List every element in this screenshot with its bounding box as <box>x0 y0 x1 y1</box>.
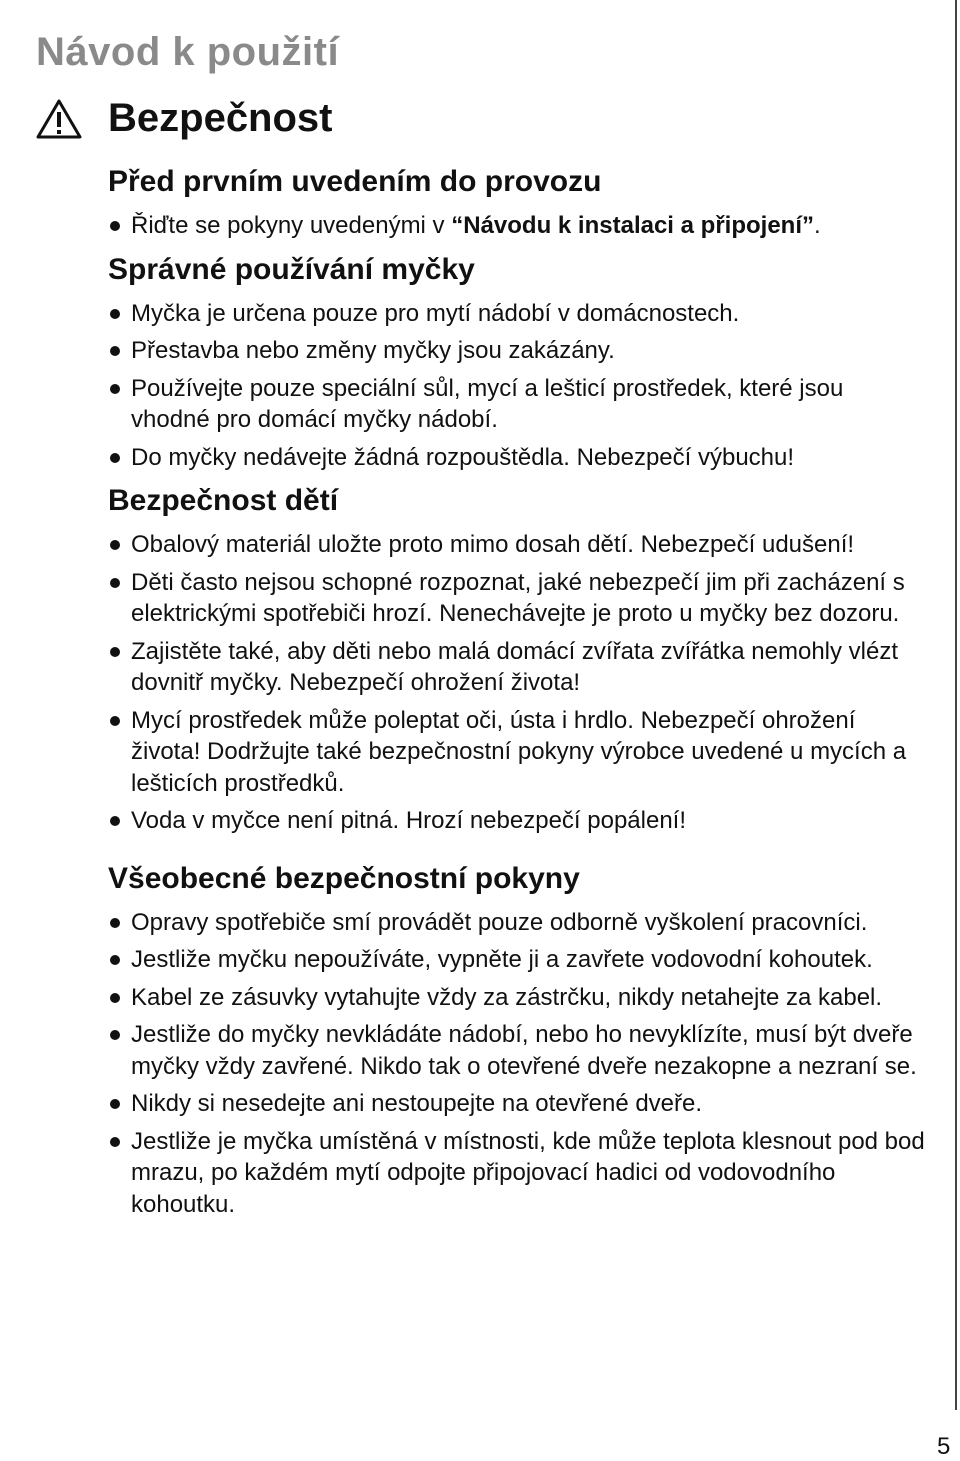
bullet-icon <box>110 384 120 394</box>
item-list <box>108 529 928 837</box>
section-title: Bezpečnost dětí <box>108 484 339 517</box>
warning-triangle-icon <box>36 99 82 139</box>
bullet-icon <box>110 1030 120 1040</box>
section-title: Před prvním uvedením do provozu <box>108 165 602 198</box>
item-list <box>108 210 928 242</box>
section-title: Všeobecné bezpečnostní pokyny <box>108 861 580 895</box>
safety-title: Bezpečnost <box>108 96 333 140</box>
list-item: Opravy spotřebiče smí provádět pouze odborně vyškolení pracovníci. <box>108 907 928 939</box>
item-list <box>108 298 928 474</box>
list-item: Přestavba nebo změny myčky jsou zakázány. <box>108 335 928 367</box>
bullet-icon <box>110 1099 120 1109</box>
list-item: Používejte pouze speciální sůl, mycí a lešticí prostředek, které jsou vhodné pro domácí myčky nádobí. <box>108 373 928 436</box>
section-before-first-use <box>108 160 928 242</box>
section-title: Správné používání myčky <box>108 252 475 286</box>
bullet-icon <box>110 993 120 1003</box>
list-item: Řiďte se pokyny uvedenými v “Návodu k instalaci a připojení”. <box>108 210 928 242</box>
item-list <box>108 907 928 1221</box>
list-item: Jestliže myčku nepoužíváte, vypněte ji a zavřete vodovodní kohoutek. <box>108 944 928 976</box>
list-item: Děti často nejsou schopné rozpoznat, jaké nebezpečí jim při zacházení s elektrickými spotřebiči hrozí. Nenechávejte je proto u myčky bez dozoru. <box>108 567 928 630</box>
page-title: Návod k použití <box>36 30 340 74</box>
list-item: Kabel ze zásuvky vytahujte vždy za zástrčku, nikdy netahejte za kabel. <box>108 982 928 1014</box>
bullet-icon <box>110 221 120 231</box>
bullet-icon <box>110 346 120 356</box>
section-child-safety <box>108 479 928 837</box>
list-item: Do myčky nedávejte žádná rozpouštědla. Nebezpečí výbuchu! <box>108 442 928 474</box>
bullet-icon <box>110 309 120 319</box>
bullet-icon <box>110 716 120 726</box>
list-item: Voda v myčce není pitná. Hrozí nebezpečí popálení! <box>108 805 928 837</box>
bullet-icon <box>110 578 120 588</box>
list-item: Obalový materiál uložte proto mimo dosah dětí. Nebezpečí udušení! <box>108 529 928 561</box>
list-item: Nikdy si nesedejte ani nestoupejte na otevřené dveře. <box>108 1088 928 1120</box>
page-number: 5 <box>937 1433 951 1460</box>
list-item: Jestliže je myčka umístěná v místnosti, kde může teplota klesnout pod bod mrazu, po každém mytí odpojte připojovací hadici od vodovodního kohoutku. <box>108 1126 928 1221</box>
section-proper-use <box>108 248 928 474</box>
bullet-icon <box>110 955 120 965</box>
bullet-icon <box>110 918 120 928</box>
manual-reference: “Návodu k instalaci a připojení” <box>451 212 814 239</box>
safety-content <box>108 160 928 1226</box>
safety-heading <box>36 96 333 141</box>
bullet-icon <box>110 816 120 826</box>
bullet-icon <box>110 453 120 463</box>
list-item: Zajistěte také, aby děti nebo malá domácí zvířata zvířátka nemohly vlézt dovnitř myčky. Nebezpečí ohrožení života! <box>108 636 928 699</box>
bullet-icon <box>110 540 120 550</box>
list-item: Mycí prostředek může poleptat oči, ústa i hrdlo. Nebezpečí ohrožení života! Dodržujte také bezpečnostní pokyny výrobce uvedené u mycích a lešticích prostředků. <box>108 705 928 800</box>
list-item: Jestliže do myčky nevkládáte nádobí, nebo ho nevyklízíte, musí být dveře myčky vždy zavřené. Nikdo tak o otevřené dveře nezakopne a nezraní se. <box>108 1019 928 1082</box>
bullet-icon <box>110 647 120 657</box>
section-general-safety <box>108 857 928 1221</box>
list-item: Myčka je určena pouze pro mytí nádobí v domácnostech. <box>108 298 928 330</box>
page-edge-rule <box>955 0 957 1410</box>
bullet-icon <box>110 1137 120 1147</box>
